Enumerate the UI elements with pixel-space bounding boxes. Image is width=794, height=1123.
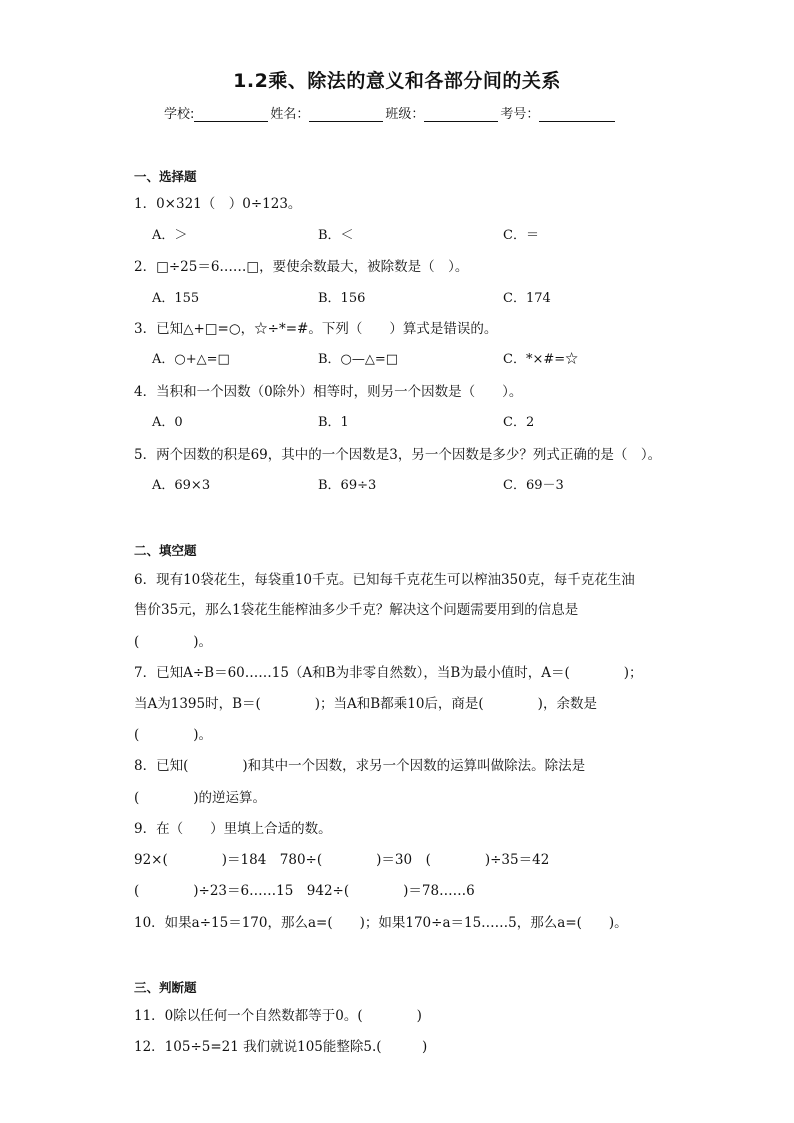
- question-7-line-2: 当A为1395时，B＝( )；当A和B都乘10后，商是( )，余数是: [134, 696, 597, 712]
- class-label: 班级：: [385, 107, 425, 122]
- class-blank[interactable]: [424, 107, 498, 122]
- student-info-line: [164, 103, 617, 122]
- question-1: 1．0×321（ ）0÷123。: [134, 196, 302, 212]
- q1-option-a: A．＞: [152, 228, 188, 243]
- question-7-line-3: ( )。: [134, 727, 213, 743]
- q3-option-b: B．○—△=□: [318, 352, 399, 367]
- exam-no-blank[interactable]: [539, 107, 615, 122]
- q4-option-a: A．0: [152, 415, 183, 430]
- question-6-line-3: ( )。: [134, 634, 213, 650]
- q3-option-c: C．*×#=☆: [503, 352, 579, 367]
- name-blank[interactable]: [309, 107, 383, 122]
- question-8-line-1: 8．已知( )和其中一个因数，求另一个因数的运算叫做除法。除法是: [134, 758, 586, 774]
- question-4: 4．当积和一个因数（0除外）相等时，则另一个因数是（ ）。: [134, 384, 523, 400]
- question-11: 11．0除以任何一个自然数都等于0。( ): [134, 1008, 422, 1024]
- q2-option-b: B．156: [318, 291, 366, 306]
- question-12: 12．105÷5=21 我们就说105能整除5.( ): [134, 1039, 428, 1055]
- q4-option-c: C．2: [503, 415, 535, 430]
- name-label: 姓名：: [270, 107, 310, 122]
- q1-option-c: C．＝: [503, 228, 539, 243]
- section-heading-fill: 二、填空题: [134, 543, 197, 558]
- question-5: 5．两个因数的积是69，其中的一个因数是3，另一个因数是多少？列式正确的是（ ）。: [134, 447, 662, 463]
- q5-option-b: B．69÷3: [318, 478, 377, 493]
- question-10: 10．如果a÷15＝170，那么a=( )；如果170÷a＝15……5，那么a=( )。: [134, 915, 628, 931]
- question-8-line-2: ( )的逆运算。: [134, 790, 267, 806]
- section-heading-choice: 一、选择题: [134, 169, 197, 184]
- q4-option-b: B．1: [318, 415, 349, 430]
- question-9-line-2: 92×( )＝184 780÷( )＝30 ( )÷35＝42: [134, 852, 550, 868]
- q5-option-c: C．69－3: [503, 478, 564, 493]
- exam-no-label: 考号：: [500, 107, 540, 122]
- question-6-line-1: 6．现有10袋花生，每袋重10千克。已知每千克花生可以榨油350克，每千克花生油: [134, 572, 635, 588]
- question-2: 2．□÷25＝6……□，要使余数最大，被除数是（ ）。: [134, 259, 469, 275]
- school-blank[interactable]: [194, 107, 268, 122]
- question-9-line-1: 9．在（ ）里填上合适的数。: [134, 821, 332, 837]
- q1-option-b: B．＜: [318, 228, 354, 243]
- school-label: 学校:: [164, 107, 195, 122]
- q2-option-a: A．155: [152, 291, 200, 306]
- section-heading-judge: 三、判断题: [134, 980, 197, 995]
- q3-option-a: A．○+△=□: [152, 352, 230, 367]
- page-title: 1.2乘、除法的意义和各部分间的关系: [233, 70, 561, 92]
- question-7-line-1: 7．已知A÷B＝60……15（A和B为非零自然数），当B为最小值时，A＝( )；: [134, 665, 643, 681]
- q5-option-a: A．69×3: [152, 478, 211, 493]
- question-6-line-2: 售价35元，那么1袋花生能榨油多少千克？解决这个问题需要用到的信息是: [134, 602, 579, 618]
- q2-option-c: C．174: [503, 291, 551, 306]
- question-3: 3．已知△+□=○，☆÷*=#。下列（ ）算式是错误的。: [134, 321, 498, 337]
- question-9-line-3: ( )÷23＝6……15 942÷( )＝78……6: [134, 883, 475, 899]
